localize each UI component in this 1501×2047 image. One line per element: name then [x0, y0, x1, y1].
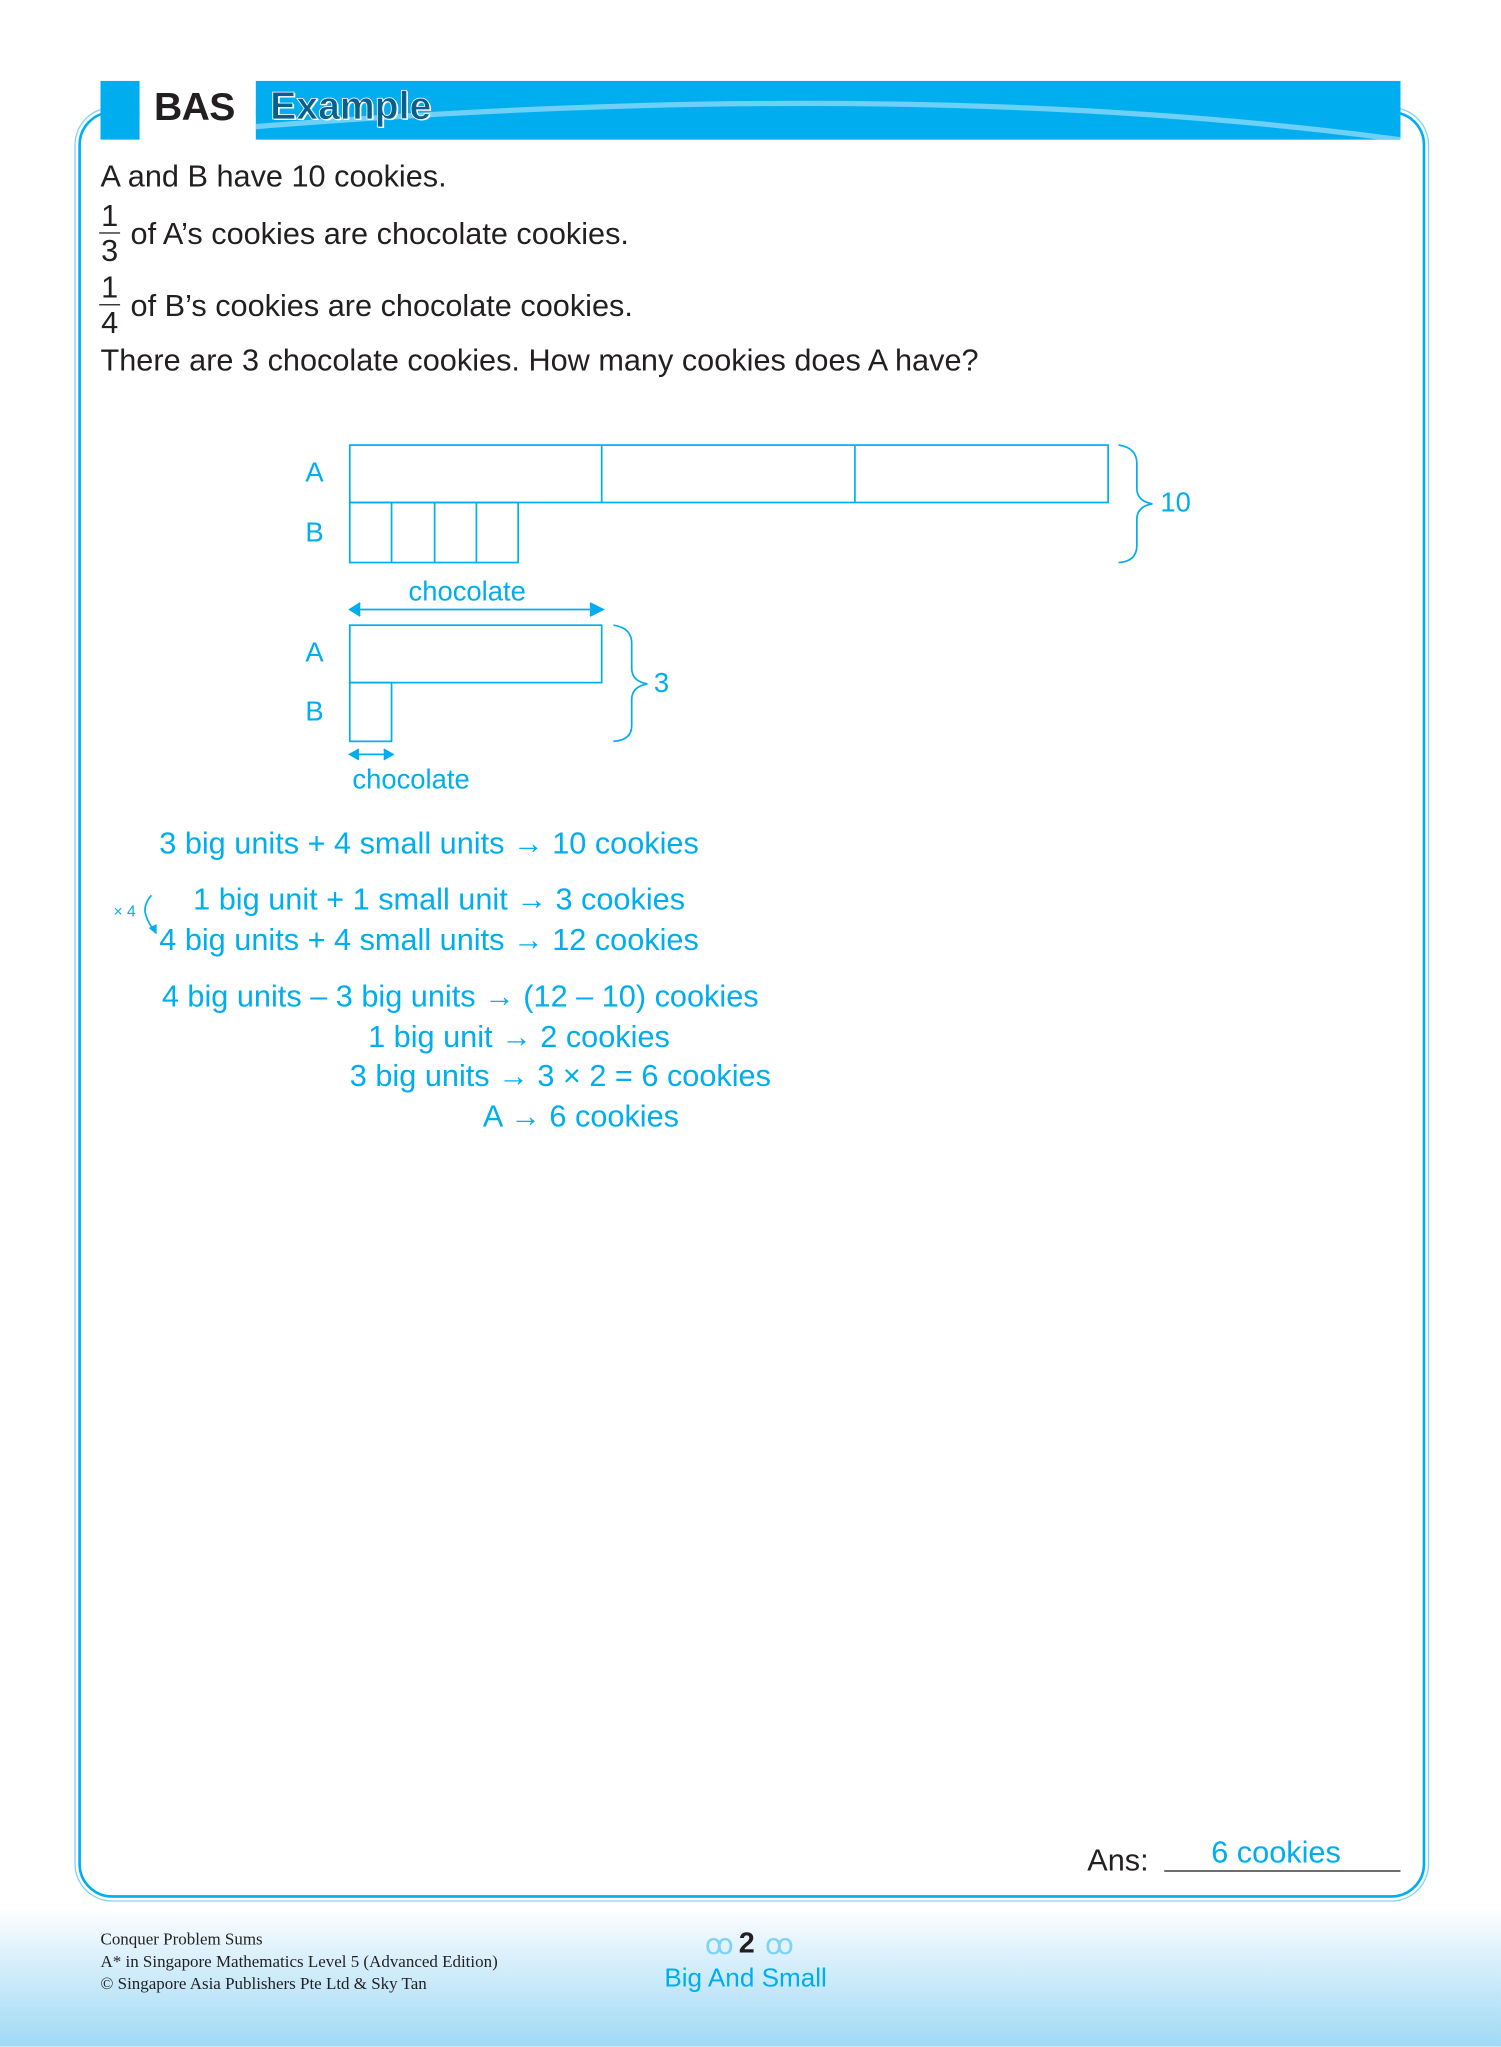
curved-arrow-icon [138, 893, 159, 937]
answer-value: 6 cookies [1211, 1835, 1341, 1870]
ribbon-icon: ꝏ [764, 1927, 795, 1961]
label-b2: B [305, 696, 324, 727]
footer-series: Conquer Problem Sums [100, 1929, 263, 1949]
question-line-1: A and B have 10 cookies. [100, 159, 447, 194]
label-a: A [305, 458, 324, 489]
footer-copyright: © Singapore Asia Publishers Pte Ltd & Sky Tan [100, 1973, 427, 1994]
chapter-title: Big And Small [664, 1964, 827, 1994]
footer-book-title: A* in Singapore Mathematics Level 5 (Advanced Edition) [100, 1951, 498, 1971]
question-line-4: There are 3 chocolate cookies. How many cookies does A have? [100, 343, 979, 378]
label-b: B [305, 518, 324, 549]
working-line-6: 3 big units → 3 × 2 = 6 cookies [349, 1058, 771, 1093]
multiply-note: × 4 [113, 901, 136, 921]
page-number: 2 [738, 1926, 755, 1960]
page-footer [0, 1908, 1501, 2046]
header-title: Example [270, 84, 432, 128]
answer-label: Ans: [1087, 1842, 1149, 1877]
answer-line [1164, 1870, 1400, 1871]
working-line-4: 4 big units – 3 big units → (12 – 10) cookies [161, 978, 759, 1013]
bar-b-chocolate [350, 683, 392, 742]
question-line-2: of A’s cookies are chocolate cookies. [130, 216, 629, 251]
chocolate-label-2: chocolate [352, 764, 470, 795]
total-label: 10 [1160, 488, 1191, 519]
working-line-5: 1 big unit → 2 cookies [368, 1019, 670, 1054]
working-line-2: 1 big unit + 1 small unit → 3 cookies [193, 882, 686, 917]
working-line-3: 4 big units + 4 small units → 12 cookies [159, 922, 699, 957]
working-line-7: A → 6 cookies [482, 1098, 679, 1133]
bar-a-chocolate [350, 625, 602, 682]
label-a2: A [305, 638, 324, 669]
header-code: BAS [154, 86, 235, 130]
fraction-one-third: 1 3 [101, 198, 119, 268]
bar-model-diagram [0, 0, 1501, 809]
brace-chocolate [613, 625, 647, 741]
bar-a-total [350, 445, 1108, 502]
chocolate-total-label: 3 [653, 668, 670, 699]
question-line-3: of B’s cookies are chocolate cookies. [130, 288, 633, 323]
fraction-one-quarter: 1 4 [101, 270, 119, 340]
working-line-1: 3 big units + 4 small units → 10 cookies [159, 826, 699, 861]
ribbon-icon: ꝏ [704, 1927, 735, 1961]
brace-total [1119, 445, 1153, 562]
chocolate-label: chocolate [408, 576, 526, 607]
